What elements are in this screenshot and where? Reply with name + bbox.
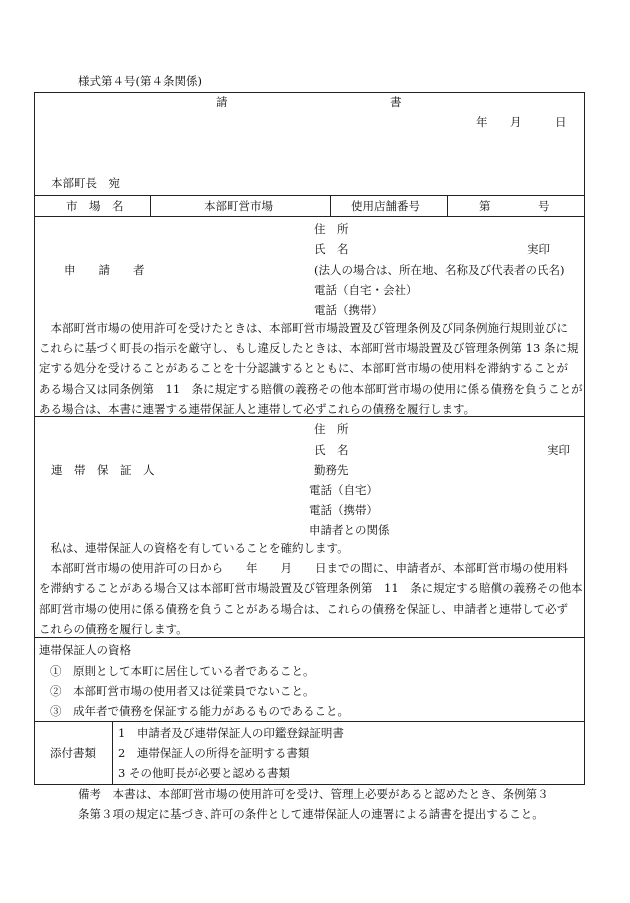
guarantor-seal-label: 実印 <box>547 443 570 457</box>
guarantor-phone-home: 電話（自宅） <box>309 483 378 497</box>
date-month: 月 <box>510 115 522 129</box>
market-row-divider <box>330 195 331 216</box>
row-divider <box>34 216 585 217</box>
qualification-item: ③ 成年者で債務を保証する能力があるものであること。 <box>50 704 349 718</box>
store-number-suffix: 号 <box>538 199 550 213</box>
addressee: 本部町長 宛 <box>51 176 120 190</box>
attachments-label: 添付書類 <box>50 746 96 760</box>
qualification-item: ① 原則として本町に居住している者であること。 <box>50 664 315 678</box>
guarantor-phone-mobile: 電話（携帯） <box>309 503 378 517</box>
attachment-item: 2 連帯保証人の所得を証明する書類 <box>118 746 310 760</box>
date-year: 年 <box>476 115 488 129</box>
pledge-line: 本部町営市場の使用許可の日から 年 月 日までの間に、申請者が、本部町営市場の使用料 <box>39 561 568 576</box>
applicant-label: 申 請 者 <box>64 263 145 277</box>
pledge-line: ある場合は、本書に連署する連帯保証人と連帯して必ずこれらの債務を履行します。 <box>39 401 476 416</box>
remarks-line: 備考 本書は、本部町営市場の使用許可を受け、管理上必要があると認めたとき、条例第３ <box>78 787 549 801</box>
attachment-item: 3 その他町長が必要と認める書類 <box>118 766 290 780</box>
market-name-label: 市 場 名 <box>66 199 124 213</box>
form-border-bottom <box>34 784 585 785</box>
date-day: 日 <box>555 115 567 129</box>
pledge-line: を滞納することがある場合又は本部町営市場設置及び管理条例第 11 条に規定する賠償の義務その他本 <box>39 581 583 596</box>
guarantor-address-label: 住 所 <box>314 422 349 436</box>
guarantor-workplace-label: 勤務先 <box>314 463 349 477</box>
applicant-address-label: 住 所 <box>314 222 349 236</box>
pledge-line: 私は、連帯保証人の資格を有していることを確約します。 <box>39 541 349 555</box>
qualification-item: ② 本部町営市場の使用者又は従業員でないこと。 <box>50 684 315 698</box>
row-divider <box>34 195 585 196</box>
guarantor-pledge <box>39 538 583 639</box>
title-char-right: 書 <box>390 95 402 109</box>
pledge-line: 部町営市場の使用に係る債務を負うことがある場合は、これらの債務を保証し、申請者と連帯して必ず <box>39 601 568 616</box>
form-border-top <box>34 92 585 93</box>
attachment-item: 1 申請者及び連帯保証人の印鑑登録証明書 <box>118 726 344 740</box>
market-row-divider <box>150 195 151 216</box>
title-char-left: 請 <box>216 95 228 109</box>
guarantor-label: 連 帯 保 証 人 <box>51 463 155 477</box>
pledge-line: これらの債務を履行します。 <box>39 621 188 636</box>
guarantor-name-label: 氏 名 <box>314 443 349 457</box>
pledge-line: 定する処分を受けることがあることを十分認識するとともに、本部町営市場の使用料を滞納することが <box>39 361 568 376</box>
form-number: 様式第４号(第４条関係) <box>78 74 202 88</box>
applicant-phone-home-office: 電話（自宅・会社） <box>314 283 418 297</box>
applicant-name-label: 氏 名 <box>314 242 349 256</box>
market-name-value: 本部町営市場 <box>204 199 273 213</box>
remarks-line: 条第３項の規定に基づき､許可の条件として連帯保証人の連署による請書を提出すること。 <box>78 807 544 821</box>
applicant-phone-mobile: 電話（携帯） <box>314 303 383 317</box>
qualifications-heading: 連帯保証人の資格 <box>39 643 131 657</box>
store-number-label: 使用店舗番号 <box>351 199 420 213</box>
row-divider <box>34 721 585 722</box>
applicant-pledge <box>39 318 583 419</box>
attachments-divider <box>112 721 113 784</box>
guarantor-relationship-label: 申請者との関係 <box>309 523 390 537</box>
applicant-corporate-note: (法人の場合は、所在地、名称及び代表者の氏名) <box>314 263 565 277</box>
pledge-line: ある場合又は同条例第 11 条に規定する賠償の義務その他本部町営市場の使用に係る債務を負うことが <box>39 381 583 396</box>
market-row-divider <box>447 195 448 216</box>
store-number-prefix: 第 <box>479 199 491 213</box>
pledge-line: これらに基づく町長の指示を厳守し、もし違反したときは、本部町営市場設置及び管理条例第 13 条に規 <box>39 341 579 356</box>
pledge-line: 本部町営市場の使用許可を受けたときは、本部町営市場設置及び管理条例及び同条例施行規則並びに <box>39 321 568 335</box>
applicant-seal-label: 実印 <box>527 242 550 256</box>
